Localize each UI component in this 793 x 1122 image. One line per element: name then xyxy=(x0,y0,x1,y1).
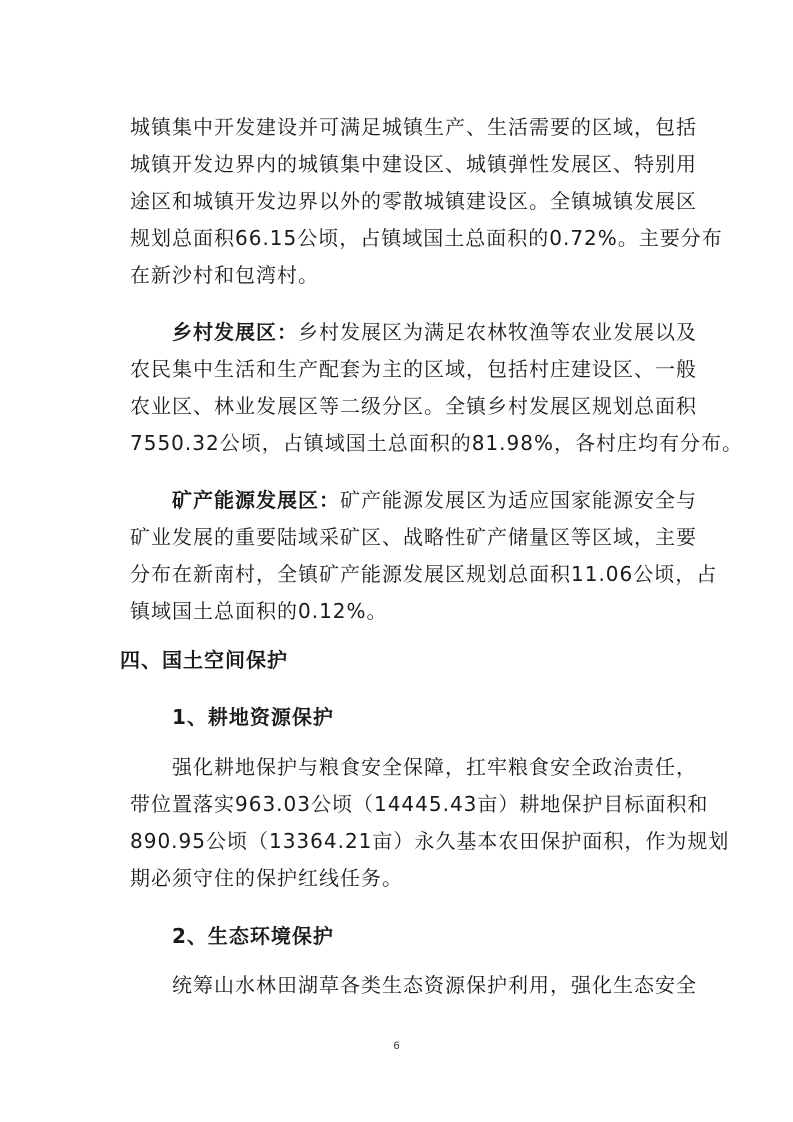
para3-line-1-text: 矿产能源发展区为适应国家能源安全与 xyxy=(340,488,697,512)
section-heading: 四、国土空间保护 xyxy=(120,648,288,672)
para1-line-5: 在新沙村和包湾村。 xyxy=(130,263,319,287)
sub2-line-1: 统筹山水林田湖草各类生态资源保护利用，强化生态安全 xyxy=(172,973,697,997)
para2-line-2: 农民集中生活和生产配套为主的区域，包括村庄建设区、一般 xyxy=(130,357,697,381)
para1-line-1: 城镇集中开发建设并可满足城镇生产、生活需要的区域，包括 xyxy=(130,115,697,139)
sub1-line-2: 带位置落实963.03公顷（14445.43亩）耕地保护目标面积和 xyxy=(130,792,709,816)
sub1-line-4: 期必须守住的保护红线任务。 xyxy=(130,866,403,890)
rural-zone-term: 乡村发展区： xyxy=(172,320,298,344)
para2-line-1 xyxy=(172,318,697,346)
para2-line-1-text: 乡村发展区为满足农林牧渔等农业发展以及 xyxy=(298,320,697,344)
mineral-zone-term: 矿产能源发展区： xyxy=(172,488,340,512)
page-number: 6 xyxy=(393,1040,400,1052)
para3-line-2: 矿业发展的重要陆域采矿区、战略性矿产储量区等区域，主要 xyxy=(130,525,697,549)
para3-line-4: 镇域国土总面积的0.12%。 xyxy=(130,599,388,623)
para2-line-3: 农业区、林业发展区等二级分区。全镇乡村发展区规划总面积 xyxy=(130,394,697,418)
para3-line-1 xyxy=(172,486,697,514)
para1-line-2: 城镇开发边界内的城镇集中建设区、城镇弹性发展区、特别用 xyxy=(130,152,697,176)
para1-line-3: 途区和城镇开发边界以外的零散城镇建设区。全镇城镇发展区 xyxy=(130,189,697,213)
sub1-line-1: 强化耕地保护与粮食安全保障，扛牢粮食安全政治责任， xyxy=(172,755,697,779)
sub1-line-3: 890.95公顷（13364.21亩）永久基本农田保护面积，作为规划 xyxy=(130,829,730,853)
para1-line-4: 规划总面积66.15公顷，占镇域国土总面积的0.72%。主要分布 xyxy=(130,226,723,250)
subsection-heading-1: 1、耕地资源保护 xyxy=(172,705,334,729)
subsection-heading-2: 2、生态环境保护 xyxy=(172,924,334,948)
para2-line-4: 7550.32公顷，占镇域国土总面积的81.98%，各村庄均有分布。 xyxy=(130,431,743,455)
para3-line-3: 分布在新南村，全镇矿产能源发展区规划总面积11.06公顷，占 xyxy=(130,562,718,586)
